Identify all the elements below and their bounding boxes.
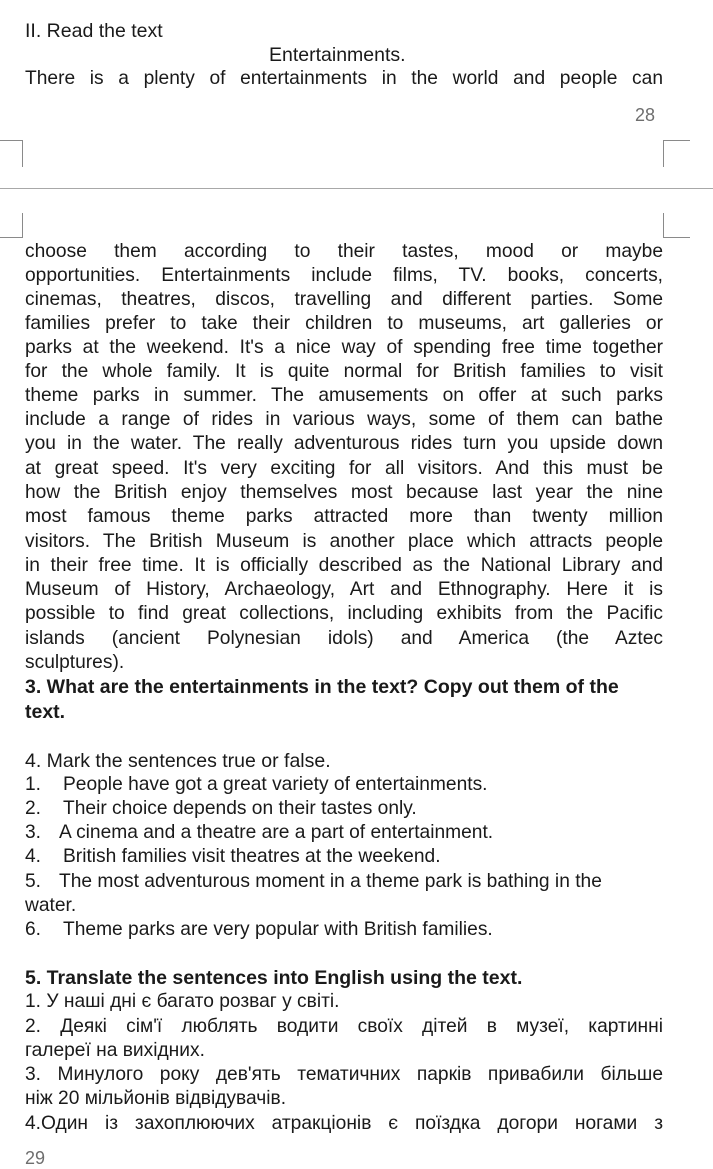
body-line: sculptures). bbox=[25, 652, 125, 673]
translation-line: 4.Один із захоплюючих атракціонів є поїздка догори ногами з bbox=[25, 1113, 663, 1134]
crop-mark-bottom-left bbox=[0, 213, 23, 238]
task4-heading: 4. Mark the sentences true or false. bbox=[25, 750, 331, 772]
body-line: visitors. The British Museum is another place which attracts people bbox=[25, 531, 663, 552]
task3-question: 3. What are the entertainments in the text? Copy out them of the bbox=[25, 676, 619, 698]
body-line: Museum of History, Archaeology, Art and Ethnography. Here it is bbox=[25, 579, 663, 600]
body-line: parks at the weekend. It's a nice way of spending free time together bbox=[25, 337, 663, 358]
list-item bbox=[25, 845, 441, 869]
body-line: you in the water. The really adventurous rides turn you upside down bbox=[25, 433, 663, 454]
body-line: for the whole family. It is quite normal for British families to visit bbox=[25, 361, 663, 382]
list-item-text: A cinema and a theatre are a part of entertainment. bbox=[59, 822, 494, 843]
list-item-continuation bbox=[25, 894, 76, 918]
list-item bbox=[25, 870, 602, 894]
list-item bbox=[25, 821, 493, 845]
task5-heading: 5. Translate the sentences into English using the text. bbox=[25, 967, 523, 989]
body-line: choose them according to their tastes, mood or maybe bbox=[25, 241, 663, 262]
crop-mark-bottom-right bbox=[663, 213, 690, 238]
list-item-text: The most adventurous moment in a theme park is bathing in the bbox=[59, 871, 602, 892]
list-item-text: water. bbox=[25, 895, 77, 916]
body-line: include a range of rides in various ways, some of them can bathe bbox=[25, 409, 663, 430]
list-item-number: 2. bbox=[25, 798, 42, 819]
translation-line: ніж 20 мільйонів відвідувачів. bbox=[25, 1088, 287, 1109]
list-item-number: 4. bbox=[25, 846, 42, 867]
body-line: islands (ancient Polynesian idols) and America (the Aztec bbox=[25, 628, 663, 649]
text-title: Entertainments. bbox=[269, 44, 406, 66]
translation-line: 2. Деякі сім'ї люблять водити своїх дітей в музеї, картинні bbox=[25, 1016, 663, 1037]
list-item-number: 6. bbox=[25, 919, 42, 940]
body-line: possible to find great collections, including exhibits from the Pacific bbox=[25, 603, 663, 624]
list-item-number: 1. bbox=[25, 774, 42, 795]
list-item bbox=[25, 918, 493, 942]
translation-line: галереї на вихідних. bbox=[25, 1040, 205, 1061]
list-item bbox=[25, 773, 488, 797]
body-line: most famous theme parks attracted more than twenty million bbox=[25, 506, 663, 527]
list-item-number: 3. bbox=[25, 822, 42, 843]
page-divider bbox=[0, 188, 713, 189]
list-item-text: Theme parks are very popular with British families. bbox=[63, 919, 493, 940]
list-item-text: People have got a great variety of entertainments. bbox=[63, 774, 488, 795]
task3-question-cont: text. bbox=[25, 701, 66, 723]
translation-line: 3. Минулого року дев'ять тематичних парків привабили більше bbox=[25, 1064, 663, 1085]
list-item-text: British families visit theatres at the weekend. bbox=[63, 846, 441, 867]
crop-mark-top-right bbox=[663, 140, 690, 167]
body-line: theme parks in summer. The amusements on offer at such parks bbox=[25, 385, 663, 406]
intro-line: There is a plenty of entertainments in the world and people can bbox=[25, 68, 663, 89]
crop-mark-top-left bbox=[0, 140, 23, 167]
body-line: at great speed. It's very exciting for all visitors. And this must be bbox=[25, 458, 663, 479]
section-header: II. Read the text bbox=[25, 20, 163, 42]
body-line: opportunities. Entertainments include films, TV. books, concerts, bbox=[25, 265, 663, 286]
list-item-text: Their choice depends on their tastes only. bbox=[63, 798, 417, 819]
body-line: how the British enjoy themselves most because last year the nine bbox=[25, 482, 663, 503]
body-line: families prefer to take their children to museums, art galleries or bbox=[25, 313, 663, 334]
translation-line: 1. У наші дні є багато розваг у світі. bbox=[25, 991, 340, 1012]
page-number-top: 28 bbox=[635, 105, 656, 125]
body-line: cinemas, theatres, discos, travelling and different parties. Some bbox=[25, 289, 663, 310]
list-item bbox=[25, 797, 417, 821]
body-line: in their free time. It is officially described as the National Library and bbox=[25, 555, 663, 576]
list-item-number: 5. bbox=[25, 871, 42, 892]
page-number-bottom: 29 bbox=[25, 1148, 46, 1168]
